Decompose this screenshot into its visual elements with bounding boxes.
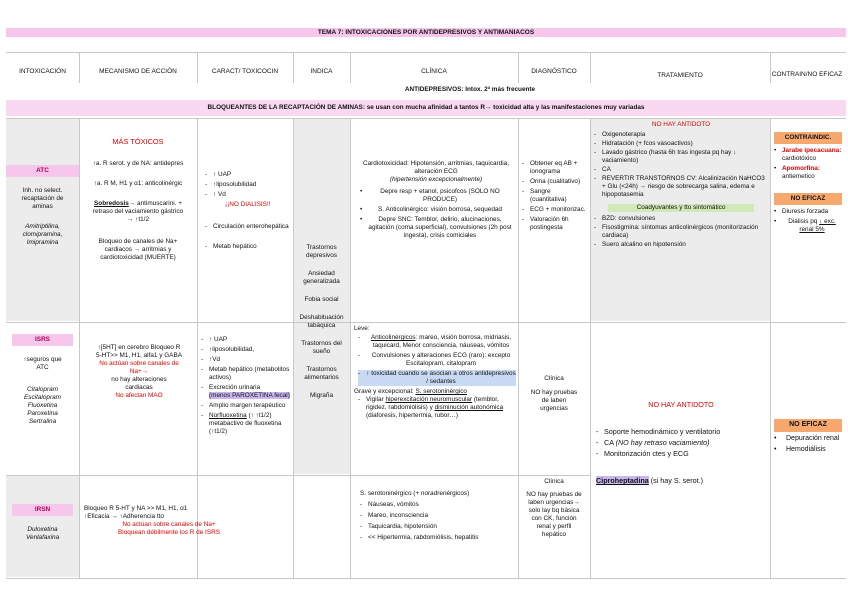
atc-car6: - Metab hepático [205, 243, 291, 251]
irsn-drugs: Duloxetina Venlafaxina [26, 526, 60, 541]
irsn-mec4: Bloquean débilmente los R de ISRS [118, 529, 220, 536]
header-clinica: CLÍNICA [421, 67, 447, 75]
indica-4: Trastornos del sueño [301, 340, 342, 355]
atc-ne2b: ↓ exc. renal 5% [799, 218, 836, 233]
shared-ne2: • Hemodiálisis [774, 446, 842, 455]
atc-diag4: - ECG + monitorizac. [522, 206, 588, 214]
section-bloqueantes: BLOQUEANTES DE LA RECAPTACIÓN DE AMINAS: se usan con mucha afinidad a tantos R→ toxicidad alta y las manifestaciones muy variadas [6, 100, 846, 116]
isrs-cli4b: (temblor, rigidez, rabdomiólisis) y [366, 396, 499, 411]
header-diagnostico: DIAGNÓSTICO [531, 67, 577, 75]
atc-ci2a: Apomorfina: [782, 165, 820, 172]
atc-trat3: - Lavado gástrico (hasta 6h tras ingesta pq hay ↓ vaciamiento) [594, 149, 768, 165]
irsn-diag-cell [520, 478, 588, 539]
header-intoxicacion: INTOXICACIÓN [19, 67, 66, 75]
irsn-mec2: ↑Eficacia → ↑Adherencia tto [84, 513, 164, 520]
isrs-mecanismo-cell [84, 344, 194, 400]
isrs-car7u: Norfluoxetina [209, 412, 247, 419]
atc-diag2: - Orina (cualitativo) [522, 178, 588, 186]
indica-1: Ansiedad generalizada [303, 270, 340, 285]
shared-trat-t2b: (NO hay retraso vaciamiento) [615, 438, 710, 447]
isrs-tag: ISRS [12, 334, 73, 346]
atc-diag5: - Valoración 6h postingesta [522, 216, 588, 232]
atc-trat7: - Fisostigmina: síntomas anticolinérgicos (monitorización cardiaca) [594, 224, 768, 240]
atc-mec3-rest: → antimuscarini. + retraso del vaciamiento gástrico → ↑t1/2 [92, 200, 184, 224]
section-antidepresivos: ANTIDEPRESIVOS: Intox. 2ª más frecuente [404, 86, 536, 93]
indica-6: Migraña [309, 392, 334, 399]
atc-car2: - ↑liposolubilidad [205, 181, 291, 189]
page-title: TEMA 7: INTOXICACIONES POR ANTIDEPRESIVOS Y ANTIMANIACOS [6, 28, 846, 37]
atc-mec1: ↑a. R serot. y de NA: antidepres [92, 160, 184, 168]
atc-mec3-u: Sobredosis [94, 200, 129, 208]
shared-ne1: • Depuración renal [774, 435, 842, 444]
isrs-mec4: No afectan MAO [115, 392, 163, 399]
atc-mec4: Bloqueo de canales de Na+ cardiacos → arritmias y cardiotoxicidad (MUERTE) [98, 238, 178, 262]
isrs-mec3: no hay alteraciones cardiacas [111, 376, 167, 391]
isrs-diag1: Clínica [544, 375, 564, 382]
irsn-mecanismo-cell [84, 505, 254, 537]
header-contra: CONTRAIN/NO EFICAZ [771, 70, 843, 78]
atc-trat6: - BZD: convulsiones [594, 215, 768, 223]
irsn-cli3: - Taquicardia, hipotensión [360, 523, 516, 531]
indica-5: Trastornos alimentarios [304, 366, 339, 381]
atc-diag3: - Sangre (cuantitativa) [522, 188, 588, 204]
header-indica: INDICA [310, 67, 333, 75]
atc-diag1: - Obtener eq AB + ionograma [522, 160, 588, 176]
isrs-desc: ↑seguros que ATC [23, 356, 62, 371]
atc-trat1: - Oxigenoterapia [594, 131, 768, 139]
irsn-cli2: - Mareo, inconsciencia [360, 512, 516, 520]
isrs-car3: - ↑Vd [201, 356, 291, 364]
isrs-mec1: ↑[5HT] en cerebro Bloqueo R 5-HT>> M1, H1, alfa1 y GABA [96, 344, 182, 359]
isrs-clinica-cell [354, 325, 516, 422]
atc-trat-coad: Coadyuvantes y tto sintomático [608, 204, 754, 212]
atc-cli-intro2: (hipertensión excepcionalmente) [389, 176, 483, 183]
isrs-car1: - ↑ UAP [201, 336, 291, 344]
irsn-diag2: NO hay pruebas de laben urgencias→ solo lay bq básica con CK, función renal y perfil hepático [526, 491, 582, 538]
atc-cli-b2: • S. Anticolinérgico: visión borrosa, sequedad [360, 206, 512, 214]
isrs-caract-cell [201, 336, 291, 438]
atc-drugs: Amitriptilina, clomipramina, Imipramina [22, 223, 63, 246]
irsn-cli4: - << Hipertermia, rabdomiólisis, hepatitis [360, 534, 516, 542]
atc-caract-cell [205, 171, 291, 253]
atc-trat2: - Hidratación (+ fcos vasoactivos) [594, 140, 768, 148]
atc-trat5: - REVERTIR TRANSTORNOS CV: Alcalinización NaHCO3 + Glu (<24h) → riesgo de sobrecarga salina, edema e hipopotasemia [594, 175, 768, 199]
atc-contra-cell [774, 132, 842, 236]
atc-trat8: - Suero alcalino en hipotensión [594, 241, 768, 249]
atc-car5: - Circulación enterohepática [205, 223, 291, 231]
isrs-car5b: (menos PAROXETINA fecal) [209, 392, 290, 399]
header-mecanismo: MECANISMO DE ACCIÓN [99, 67, 177, 75]
isrs-diag2: NO hay pruebas de laben urgencias [530, 389, 578, 412]
atc-cli-b3: • Depre SNC: Temblor, delirio, alucinaciones, agitación (coma superficial), convulsiones (2h post ingesta), crisis comiciales [360, 216, 512, 240]
isrs-car2: - ↑liposolubilidad, [201, 346, 291, 354]
atc-ne-title: NO EFICAZ [774, 193, 842, 205]
shared-trat-t2a: CA [604, 438, 614, 447]
atc-diag-cell [522, 160, 588, 234]
irsn-cli1: - Náuseas, vómitos [360, 501, 516, 509]
shared-trat-t4: (si hay S. serot.) [650, 476, 704, 485]
isrs-cli3: - ↑ toxicidad cuando se asocian a otros antidepresivos / sedantes [358, 370, 516, 386]
isrs-mec2: No actúan sobre canales de Na+→ [99, 360, 179, 375]
atc-mecanismo-cell [82, 137, 194, 262]
isrs-car4: - Metab hepático (metabolitos activos) [201, 366, 291, 382]
isrs-cli2: - Convulsiones y alteraciones ECG (raro): excepto Escitalopram, citalopram [358, 352, 516, 368]
isrs-cli1u: Anticolinérgicos [370, 334, 416, 341]
indica-0: Trastornos depresivos [306, 244, 337, 259]
isrs-cli4c: (diaforesis, hipertermia, rubor…) [366, 412, 458, 419]
atc-cli-intro: Cardiotoxicidad: Hipotensión, arritmias, taquicardia, alteración ECG [363, 160, 509, 175]
atc-desc: Inh. no select. recaptación de aminas [21, 187, 64, 210]
isrs-car7: (↑ ↑t1/2) metabactivo de fluoxetina (↑t1/2) [209, 412, 282, 435]
isrs-cli-leve: Leve: [354, 325, 370, 332]
atc-car1: - ↑ UAP [205, 171, 291, 179]
irsn-clinica-cell [360, 490, 516, 544]
isrs-cli4u: hiperexcitación neuromuscular [385, 396, 473, 403]
atc-ci-title: CONTRAINDIC. [774, 132, 842, 144]
atc-mec-title: MÁS TÓXICOS [112, 137, 164, 146]
header-caract: CARACT/ TOXICOCIN [211, 67, 279, 75]
irsn-mec3: No actúan sobre canales de Na+ [122, 521, 216, 528]
irsn-cli-title: S. serotoninérgico (+ noradrenérgicos) [360, 490, 470, 497]
atc-tag: ATC [6, 165, 79, 177]
atc-trat-cell [594, 121, 768, 251]
atc-ci1b: cardiotóxico [782, 155, 817, 162]
shared-ne-title: NO EFICAZ [774, 419, 842, 432]
irsn-tag: IRSN [12, 504, 73, 516]
isrs-diag-cell [520, 375, 588, 413]
header-tratamiento: TRATAMIENTO [657, 71, 703, 79]
atc-ne1: • Diuresis forzada [774, 208, 842, 216]
atc-intox-cell [6, 165, 79, 247]
shared-trat-t4u: Ciproheptadina [596, 476, 649, 485]
isrs-cli-grave-u: S. serotoninérgico [415, 388, 467, 395]
indica-cell [295, 244, 348, 400]
shared-trat-t3: - Monitorización ctes y ECG [596, 449, 766, 458]
atc-mec3 [82, 200, 194, 224]
atc-ci2b: antiemetico [782, 173, 815, 180]
indica-2: Fobia social [304, 296, 339, 303]
isrs-cli1: : mareo, visión borrosa, midriasis, taquicard, Menor consciencia, náuseas, vómitos [372, 334, 512, 349]
atc-trat4: - CA [594, 166, 768, 174]
atc-mec2: ↑a. R M, H1 y α1: anticolinérgic [93, 180, 183, 188]
atc-car3: - ↑ Vd [205, 191, 291, 199]
isrs-cli4u2: disminución autonómica [434, 404, 504, 411]
isrs-intox-cell [6, 334, 79, 426]
irsn-mec1: Bloqueo R 5-HT y NA >> M1, H1, α1 [84, 505, 188, 512]
atc-trat-title: NO HAY ANTIDOTO [651, 121, 711, 128]
irsn-intox-cell [6, 504, 79, 542]
shared-trat-t1: - Soporte hemodinámico y ventilatorio [596, 427, 766, 436]
isrs-car6: - Amplio margen terapéutico [201, 402, 291, 410]
atc-ne2a: Diálisis pq [788, 218, 818, 225]
irsn-diag1: Clínica [544, 478, 564, 485]
atc-ci1a: Jarabe ipecacuana: [782, 147, 842, 154]
shared-trat-title: NO HAY ANTIDOTO [648, 400, 714, 409]
atc-clinica-cell [360, 160, 512, 242]
isrs-cli-grave: Grave y excepcional: [354, 388, 414, 395]
indica-3: Deshabituación tabáquica [299, 314, 344, 329]
isrs-car5: Excreción urinaria [209, 384, 261, 391]
shared-trat-cell [596, 400, 766, 485]
shared-contra-cell [774, 419, 842, 456]
atc-cli-b1: • Depre resp + etanol, psicofcos (SOLO NO PRODUCE) [360, 188, 512, 204]
isrs-drugs: Citalopram Escitalopram Fluoxetina Paroxetina Sertralina [24, 386, 61, 425]
isrs-cli4a: Vigilar [366, 396, 384, 403]
atc-car4: ¡¡NO DIALISIS!! [225, 201, 271, 208]
